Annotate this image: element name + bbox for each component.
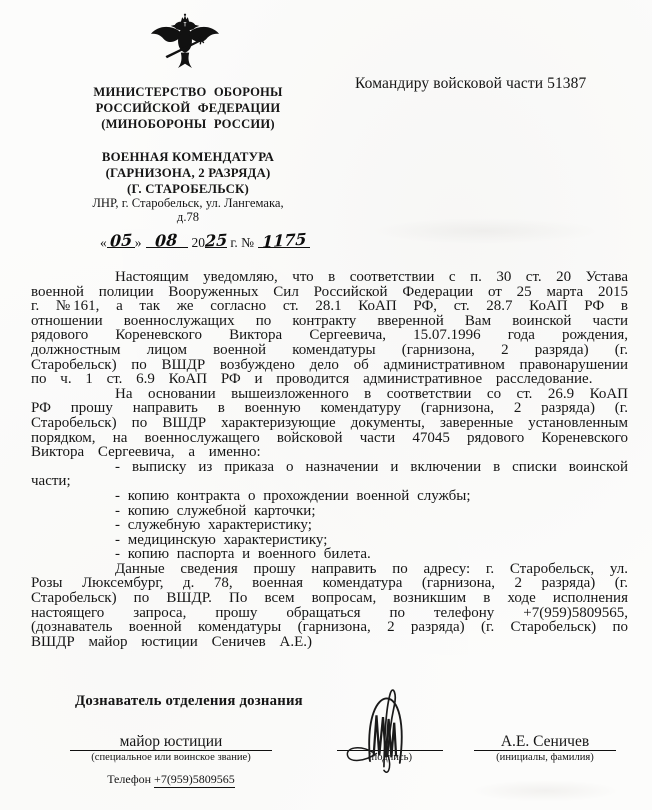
requested-document-item: - копию паспорта и военного билета. xyxy=(115,546,371,563)
signer-position-title: Дознаватель отделения дознания xyxy=(75,693,303,709)
ministry-line: МИНИСТЕРСТВО ОБОРОНЫ xyxy=(93,85,283,99)
body-paragraph-1: Настоящим уведомляю, что в соответствии с п. 30 ст. 20 Устава военной полиции Вооруженных Сил Российской Федерации от 25 марта 2015 г. №161, а так же согласно ст. 28.1 КоАП РФ, ст. 28.7 КоАП РФ в отношении военнослужащих по контракту вверенной Вам воинской части рядового Кореневского Виктора Сергеевича, 15.07.1996 года рождения, должностным лицом военной комендатуры (гарнизона, 2 разряда) (г. Старобельск) по ВШДР возбуждено дело об административном правонарушении по ч. 1 ст. 6.9 КоАП РФ и проводится административное расследование. xyxy=(31,269,628,388)
quote-close: » xyxy=(134,235,142,250)
unit-line: (Г. СТАРОБЕЛЬСК) xyxy=(127,182,249,197)
signer-name: А.Е. Сеничев xyxy=(474,733,616,751)
unit-line: (ГАРНИЗОНА, 2 РАЗРЯДА) xyxy=(105,166,271,181)
addressee-line: Командиру войсковой части 51387 xyxy=(355,75,587,92)
body-paragraph-2: На основании вышеизложенного в соответствии со ст. 26.9 КоАП РФ прошу направить в военную комендатуру (гарнизона, 2 разряда) (г. Старобельск) по ВШДР характеризующие документы, заверенные установленным порядком, на военнослужащего войсковой части 47045 рядового Кореневского Виктора Сергеевича, а именно: xyxy=(31,385,628,461)
year-century: 20 xyxy=(191,235,205,250)
phone-line xyxy=(70,772,272,787)
signature-column xyxy=(337,733,443,764)
handwritten-year: 25 xyxy=(204,230,228,251)
date-year-blank xyxy=(204,230,228,251)
russian-mod-eagle-emblem-icon xyxy=(150,13,220,77)
date-day-blank xyxy=(107,230,135,251)
requested-document-item: - медицинскую характеристику; xyxy=(115,531,328,548)
handwritten-month: 08 xyxy=(155,230,178,251)
address-line: д.78 xyxy=(176,210,200,225)
requested-document-item: - служебную характеристику; xyxy=(115,517,312,534)
ministry-line: (МИНОБОРОНЫ РОССИИ) xyxy=(101,116,275,131)
date-month-blank xyxy=(146,230,188,251)
ministry-line: РОССИЙСКОЙ ФЕДЕРАЦИИ xyxy=(95,100,281,115)
unit-address xyxy=(56,197,320,225)
ministry-name xyxy=(56,85,320,132)
unit-name xyxy=(56,149,320,197)
rank-column xyxy=(70,733,272,787)
name-caption: (инициалы, фамилия) xyxy=(496,752,594,763)
requested-document-item: - копию служебной карточки; xyxy=(115,502,316,519)
phone-number: +7(959)5809565 xyxy=(154,772,235,786)
signer-rank: майор юстиции xyxy=(70,733,272,751)
letterhead-block xyxy=(56,85,320,225)
scan-smudge xyxy=(370,218,600,244)
rank-caption: (специальное или воинское звание) xyxy=(91,752,251,763)
address-line: ЛНР, г. Старобельск, ул. Лангемака, xyxy=(92,196,284,211)
outgoing-number-blank xyxy=(258,229,310,252)
signature-blank xyxy=(337,733,443,751)
name-column xyxy=(474,733,616,764)
quote-open: « xyxy=(100,235,107,250)
requested-document-item: - копию контракта о прохождении военной службы; xyxy=(115,487,471,504)
body-paragraph-3: Данные сведения прошу направить по адресу: г. Старобельск, ул. Розы Люксембург, д. 78, военная комендатура (гарнизона, 2 разряда) (г. Старобельск) по ВШДР. По всем вопросам, возникшим в ходе исполнения настоящего запроса, прошу обращаться по телефону +7(959)5809565, (дознаватель военной комендатуры (гарнизона, 2 разряда) (г. Старобельск) по ВШДР майор юстиции Сеничев А.Е.) xyxy=(31,560,628,650)
unit-line: ВОЕННАЯ КОМЕНДАТУРА xyxy=(101,150,275,165)
handwritten-day: 05 xyxy=(109,230,133,251)
phone-label: Телефон xyxy=(107,772,152,786)
date-and-number-line xyxy=(100,229,310,252)
requested-document-item: - выписку из приказа о назначении и включении в списки воинской части; xyxy=(31,458,628,490)
signature-caption: (подпись) xyxy=(368,752,412,763)
handwritten-number: 1175 xyxy=(261,229,307,252)
number-prefix: г. № xyxy=(230,235,255,250)
letter-body xyxy=(31,270,628,649)
scan-smudge xyxy=(470,780,620,802)
